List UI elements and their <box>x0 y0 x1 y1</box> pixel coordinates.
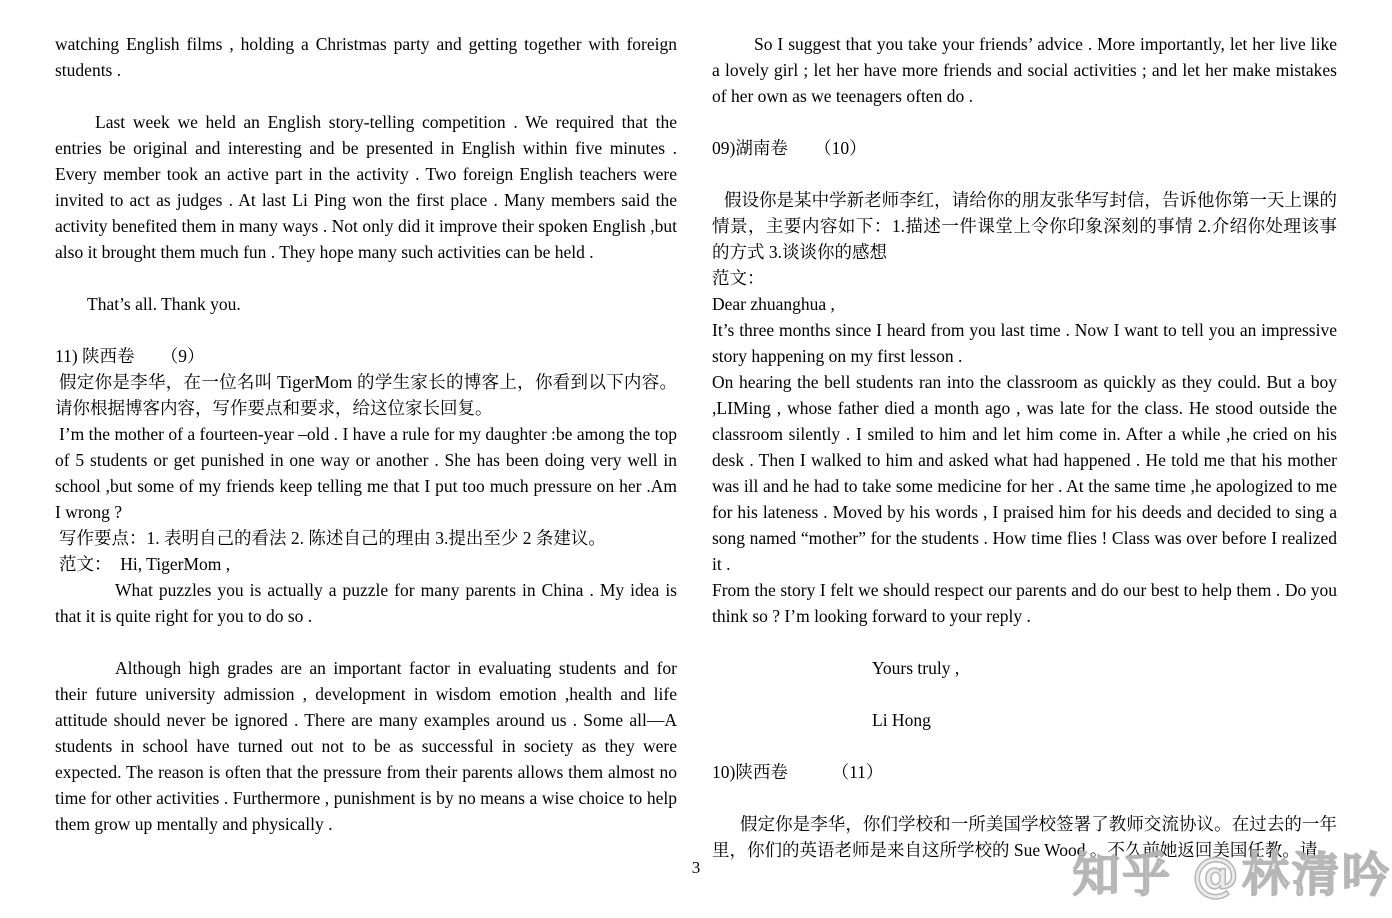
signature-name: Li Hong <box>872 710 931 730</box>
model-essay-label: 范文： Hi, TigerMom , <box>59 554 231 574</box>
prompt-paragraph: 假定你是李华，在一位名叫 TigerMom 的学生家长的博客上，你看到以下内容。 请你根据博客内容，写作要点和要求，给这位家长回复。 <box>55 372 677 418</box>
closing-line: That’s all. Thank you. <box>87 294 241 314</box>
text-column-left <box>55 31 677 837</box>
salutation-line: Dear zhuanghua , <box>712 294 835 314</box>
watermark: 知乎 @林清吟 <box>1072 848 1392 903</box>
signature-line: Yours truly , <box>872 658 960 678</box>
prompt-paragraph: 假设你是某中学新老师李红，请给你的朋友张华写封信，告诉他你第一天上课的情景，主要内容如下：1.描述一件课堂上令你印象深刻的事情 2.介绍你处理该事的方式 3.谈谈你的感想 <box>712 190 1337 262</box>
section-heading: 11) 陕西卷 （9） <box>55 346 205 366</box>
writing-points-line: 写作要点：1. 表明自己的看法 2. 陈述自己的理由 3.提出至少 2 条建议。 <box>59 528 606 548</box>
paragraph: watching English films , holding a Christmas party and getting together with foreign students . <box>55 34 677 80</box>
paragraph: I’m the mother of a fourteen-year –old . I have a rule for my daughter :be among the top of 5 students or get punished in one way or another . She has been doing very well in school ,but some of my friends keep telling me that I put too much pressure on her .Am I wrong ? <box>55 424 677 522</box>
paragraph: Although high grades are an important factor in evaluating students and for their future university admission , development in wisdom emotion ,health and life attitude should never be ignored . There are many examples around us . Some all—A students in school have turned out not to be as successful in society as they were expected. The reason is often that the pressure from their parents allows them almost no time for other activities . Furthermore , punishment is by no means a wise choice to help them grow up mentally and physically . <box>55 658 677 834</box>
paragraph: What puzzles you is actually a puzzle for many parents in China . My idea is that it is quite right for you to do so . <box>55 580 677 626</box>
model-essay-label: 范文： <box>712 268 765 288</box>
text-column-right <box>712 31 1337 863</box>
paragraph: It’s three months since I heard from you last time . Now I want to tell you an impressive story happening on my first lesson . <box>712 320 1337 366</box>
section-heading: 10)陕西卷 （11） <box>712 762 884 782</box>
paragraph: Last week we held an English story-telling competition . We required that the entries be original and interesting and be presented in English within five minutes . Every member took an active part in the activity . Two foreign English teachers were invited to act as judges . At last Li Ping won the first place . Many members said the activity benefited them in many ways . Not only did it improve their spoken English ,but also it brought them much fun . They hope many such activities can be held . <box>55 112 677 262</box>
prompt-paragraph: 假定你是李华，你们学校和一所美国学校签署了教师交流协议。在过去的一年里，你们的英语老师是来自这所学校的 Sue Wood 。不久前她返回美国任教。请 <box>712 814 1337 860</box>
paragraph: So I suggest that you take your friends’ advice . More importantly, let her live like a lovely girl ; let her have more friends and social activities ; and let her make mistakes of her own as we teenagers often do . <box>712 34 1337 106</box>
paragraph: From the story I felt we should respect our parents and do our best to help them . Do you think so ? I’m looking forward to your reply . <box>712 580 1337 626</box>
section-heading: 09)湖南卷 （10） <box>712 138 867 158</box>
paragraph: On hearing the bell students ran into the classroom as quickly as they could. But a boy ,LIMing , whose father died a month ago , was late for the class. He stood outside the classroom silently . I smiled to him and let him come in. After a while ,he cried on his desk . Then I walked to him and asked what had happened . He told me that his mother was ill and he had to take some medicine for her . At the same time ,he apologized to me for his lateness . Moved by his words , I praised him for his deeds and decided to sing a song named “mother” for the students . How time flies ! Class was over before I realized it . <box>712 372 1337 574</box>
page-number: 3 <box>691 858 701 877</box>
